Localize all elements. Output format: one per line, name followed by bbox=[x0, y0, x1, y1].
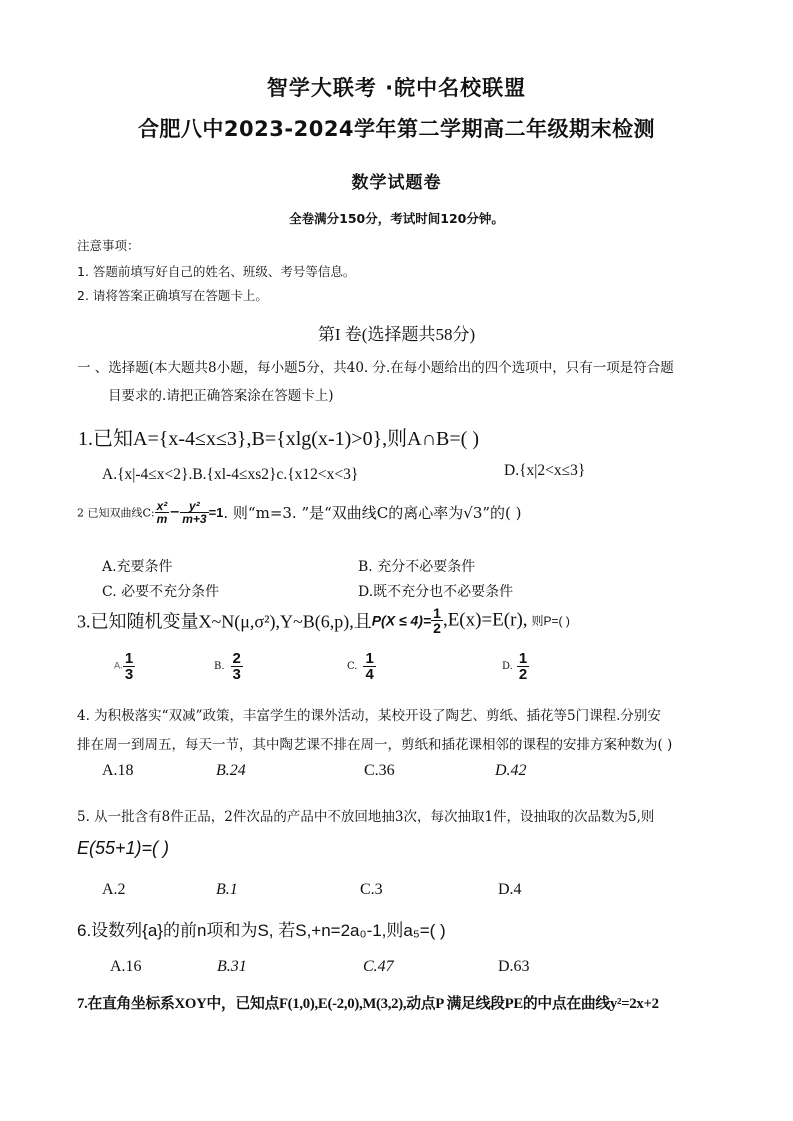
q2-frac1-den: m bbox=[156, 512, 168, 526]
q2-option-c: C. 必要不充分条件 bbox=[102, 584, 220, 600]
title-line-2: 合肥八中2023-2024学年第二学期高二年级期末检测 bbox=[137, 117, 656, 141]
note-item-2: 2. 请将答案正确填写在答题卡上。 bbox=[77, 288, 268, 303]
q6-option-b: B.31 bbox=[217, 958, 247, 975]
part-1-title: 第I 卷(选择题共58分) bbox=[317, 325, 476, 344]
q3-frac-num: 1 bbox=[433, 605, 441, 621]
q2-option-d: D.既不充分也不必要条件 bbox=[358, 584, 514, 600]
q3-opt-a-den: 3 bbox=[124, 666, 134, 683]
q3-prefix: 3.已知随机变量X~N(μ,σ²),Y~B(6,p),且 bbox=[77, 611, 372, 632]
q3-option-a bbox=[114, 651, 135, 682]
q3-opt-d-label: D. bbox=[502, 661, 513, 672]
q4-line-1: 4. 为积极落实“双减”政策，丰富学生的课外活动，某校开设了陶艺、剪纸、插花等5门课程.分别安 bbox=[77, 708, 661, 724]
notes-heading: 注意事项： bbox=[77, 238, 140, 253]
q2-stem bbox=[77, 500, 522, 525]
q4-option-a: A.18 bbox=[102, 762, 134, 779]
subject-title: 数学试题卷 bbox=[351, 173, 442, 193]
q1-stem: 1.已知A={x-4≤x≤3},B={xlg(x-1)>0},则A∩B=( ) bbox=[78, 428, 479, 450]
q3-fraction bbox=[431, 606, 443, 635]
q2-option-b: B. 充分不必要条件 bbox=[358, 559, 476, 575]
q6-stem: 6.设数列{a}的前n项和为S, 若S,+n=2a₀-1,则a₅=( ) bbox=[77, 921, 446, 940]
q3-mid: ,E(x)=E(r), bbox=[442, 609, 528, 631]
note-item-1: 1. 答题前填写好自己的姓名、班级、考号等信息。 bbox=[77, 264, 356, 279]
q3-opt-c-label: C. bbox=[347, 661, 358, 672]
q2-prefix: 2 已知双曲线C: bbox=[77, 506, 155, 520]
q5-option-a: A.2 bbox=[102, 881, 126, 898]
q1-option-d: D.{x|2<x≤3} bbox=[504, 462, 586, 479]
q5-option-c: C.3 bbox=[360, 881, 383, 898]
section-1-line-1: 一 、选择题(本大题共8小题，每小题5分，共40. 分.在每小题给出的四个选项中，只有一项是符合题 bbox=[77, 360, 674, 376]
q2-frac2-den: m+3 bbox=[182, 512, 207, 526]
q2-option-a: A.充要条件 bbox=[102, 559, 173, 575]
q2-frac2-num: y² bbox=[180, 500, 208, 513]
q3-option-c bbox=[347, 651, 376, 682]
q5-option-d: D.4 bbox=[498, 881, 522, 898]
q4-line-2: 排在周一到周五，每天一节，其中陶艺课不排在周一，剪纸和插花课相邻的课程的安排方案种数为( ) bbox=[77, 737, 673, 753]
q2-fraction-y bbox=[180, 500, 208, 525]
q3-option-b bbox=[214, 651, 243, 682]
q3-suffix: 则P=( ) bbox=[531, 614, 570, 628]
q5-option-b: B.1 bbox=[216, 881, 238, 898]
q3-opt-a-num: 1 bbox=[124, 650, 134, 667]
q6-option-d: D.63 bbox=[498, 958, 530, 975]
title-line-1: 智学大联考 ·皖中名校联盟 bbox=[266, 76, 527, 100]
q5-line-1: 5. 从一批含有8件正品，2件次品的产品中不放回地抽3次，每次抽取1件，设抽取的次品数为5,则 bbox=[77, 809, 655, 825]
q7-stem: 7.在直角坐标系XOY中，已知点F(1,0),E(-2,0),M(3,2),动点P 满足线段PE的中点在曲线y²=2x+2 bbox=[77, 996, 659, 1012]
q2-suffix: . 则“m=3. ”是“双曲线C的离心率为√3”的( ) bbox=[223, 504, 522, 522]
q2-fraction-x bbox=[155, 500, 170, 525]
q1-options-abc: A.{x|-4≤x<2}.B.{xl-4≤xs2}c.{x12<x<3} bbox=[102, 466, 359, 483]
q3-opt-b-num: 2 bbox=[232, 650, 241, 667]
q3-opt-d-den: 2 bbox=[518, 666, 528, 683]
q6-option-c: C.47 bbox=[363, 958, 394, 975]
q3-opt-c-den: 4 bbox=[365, 666, 374, 683]
q3-opt-c-num: 1 bbox=[365, 650, 374, 667]
q3-frac-den: 2 bbox=[433, 620, 441, 636]
q3-opt-a-label: A. bbox=[114, 661, 123, 672]
q2-equals: =1 bbox=[208, 505, 224, 520]
q4-option-b: B.24 bbox=[216, 762, 246, 779]
q3-stem bbox=[77, 606, 570, 635]
q3-opt-d-num: 1 bbox=[518, 650, 528, 667]
q3-p-expr: P(X ≤ 4)= bbox=[371, 612, 432, 629]
q6-option-a: A.16 bbox=[110, 958, 142, 975]
section-1-line-2: 目要求的.请把正确答案涂在答题卡上) bbox=[108, 388, 334, 404]
q2-frac1-num: x² bbox=[156, 499, 168, 513]
q3-opt-b-den: 3 bbox=[232, 666, 241, 683]
q3-option-d bbox=[502, 651, 529, 682]
q3-opt-b-label: B. bbox=[214, 661, 225, 672]
exam-info: 全卷满分150分，考试时间120分钟。 bbox=[289, 211, 504, 226]
q4-option-c: C.36 bbox=[364, 762, 395, 779]
q5-line-2: E(55+1)=( ) bbox=[77, 838, 170, 858]
q2-minus: − bbox=[169, 505, 181, 520]
q4-option-d: D.42 bbox=[495, 762, 527, 779]
